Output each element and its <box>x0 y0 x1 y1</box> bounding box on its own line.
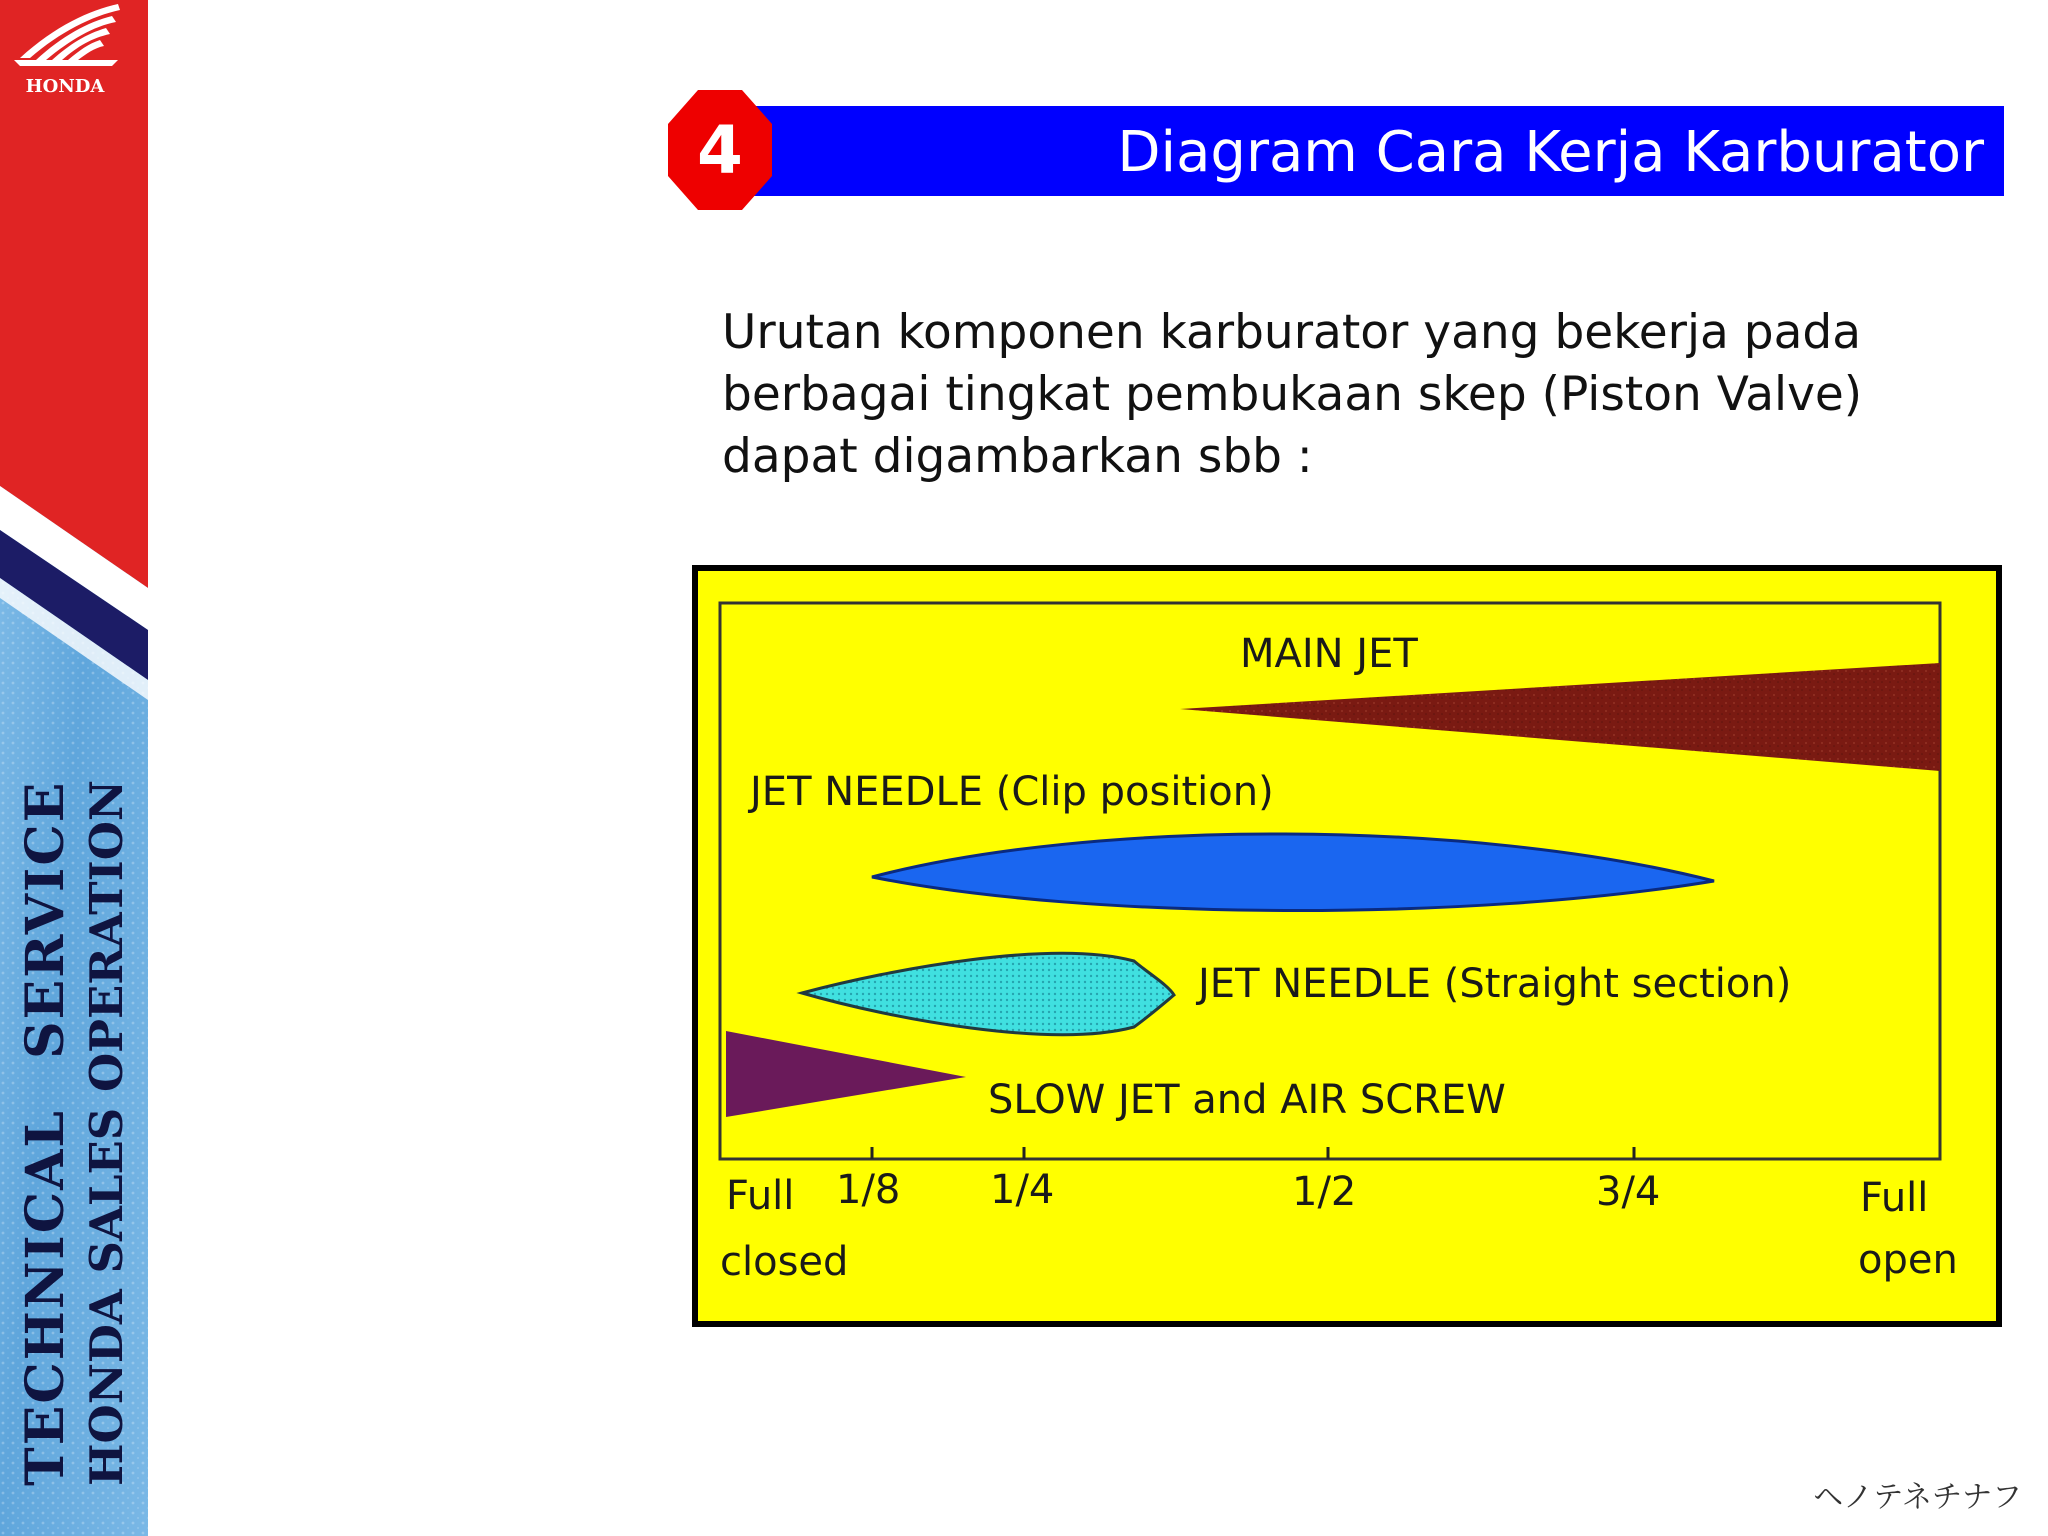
tick-1-4: 1/4 <box>990 1167 1055 1213</box>
carburetor-diagram <box>692 565 2002 1327</box>
label-jet-needle-clip: JET NEEDLE (Clip position) <box>750 769 1274 815</box>
footer-text: ヘノテネチナフ <box>1813 1480 2022 1515</box>
label-slow-jet: SLOW JET and AIR SCREW <box>988 1077 1506 1123</box>
tick-1-2: 1/2 <box>1292 1169 1357 1215</box>
sidebar-vertical-text <box>15 779 133 1486</box>
description-text: Urutan komponen karburator yang bekerja pada berbagai tingkat pembukaan skep (Piston Valve) dapat digambarkan sbb : <box>722 305 1863 484</box>
tick-1-8: 1/8 <box>836 1167 901 1213</box>
tick-full-open-sub: open <box>1858 1237 1958 1283</box>
sidebar-technical-service: TECHNICAL SERVICE <box>15 780 76 1486</box>
honda-wing-logo-icon <box>0 0 130 100</box>
sidebar <box>0 0 148 1536</box>
label-jet-needle-straight: JET NEEDLE (Straight section) <box>1198 961 1792 1007</box>
tick-full-closed: Full <box>726 1173 795 1219</box>
logo-text: HONDA <box>25 76 105 97</box>
page-title: Diagram Cara Kerja Karburator <box>1117 120 1984 185</box>
sidebar-honda-sales-operation: HONDA SALES OPERATION <box>80 779 133 1486</box>
tick-3-4: 3/4 <box>1596 1169 1661 1215</box>
number-badge <box>668 90 772 210</box>
tick-full-open: Full <box>1860 1175 1929 1221</box>
badge-number: 4 <box>697 112 743 189</box>
tick-full-closed-sub: closed <box>720 1239 849 1285</box>
label-main-jet: MAIN JET <box>1240 631 1418 677</box>
title-bar <box>750 106 2004 196</box>
